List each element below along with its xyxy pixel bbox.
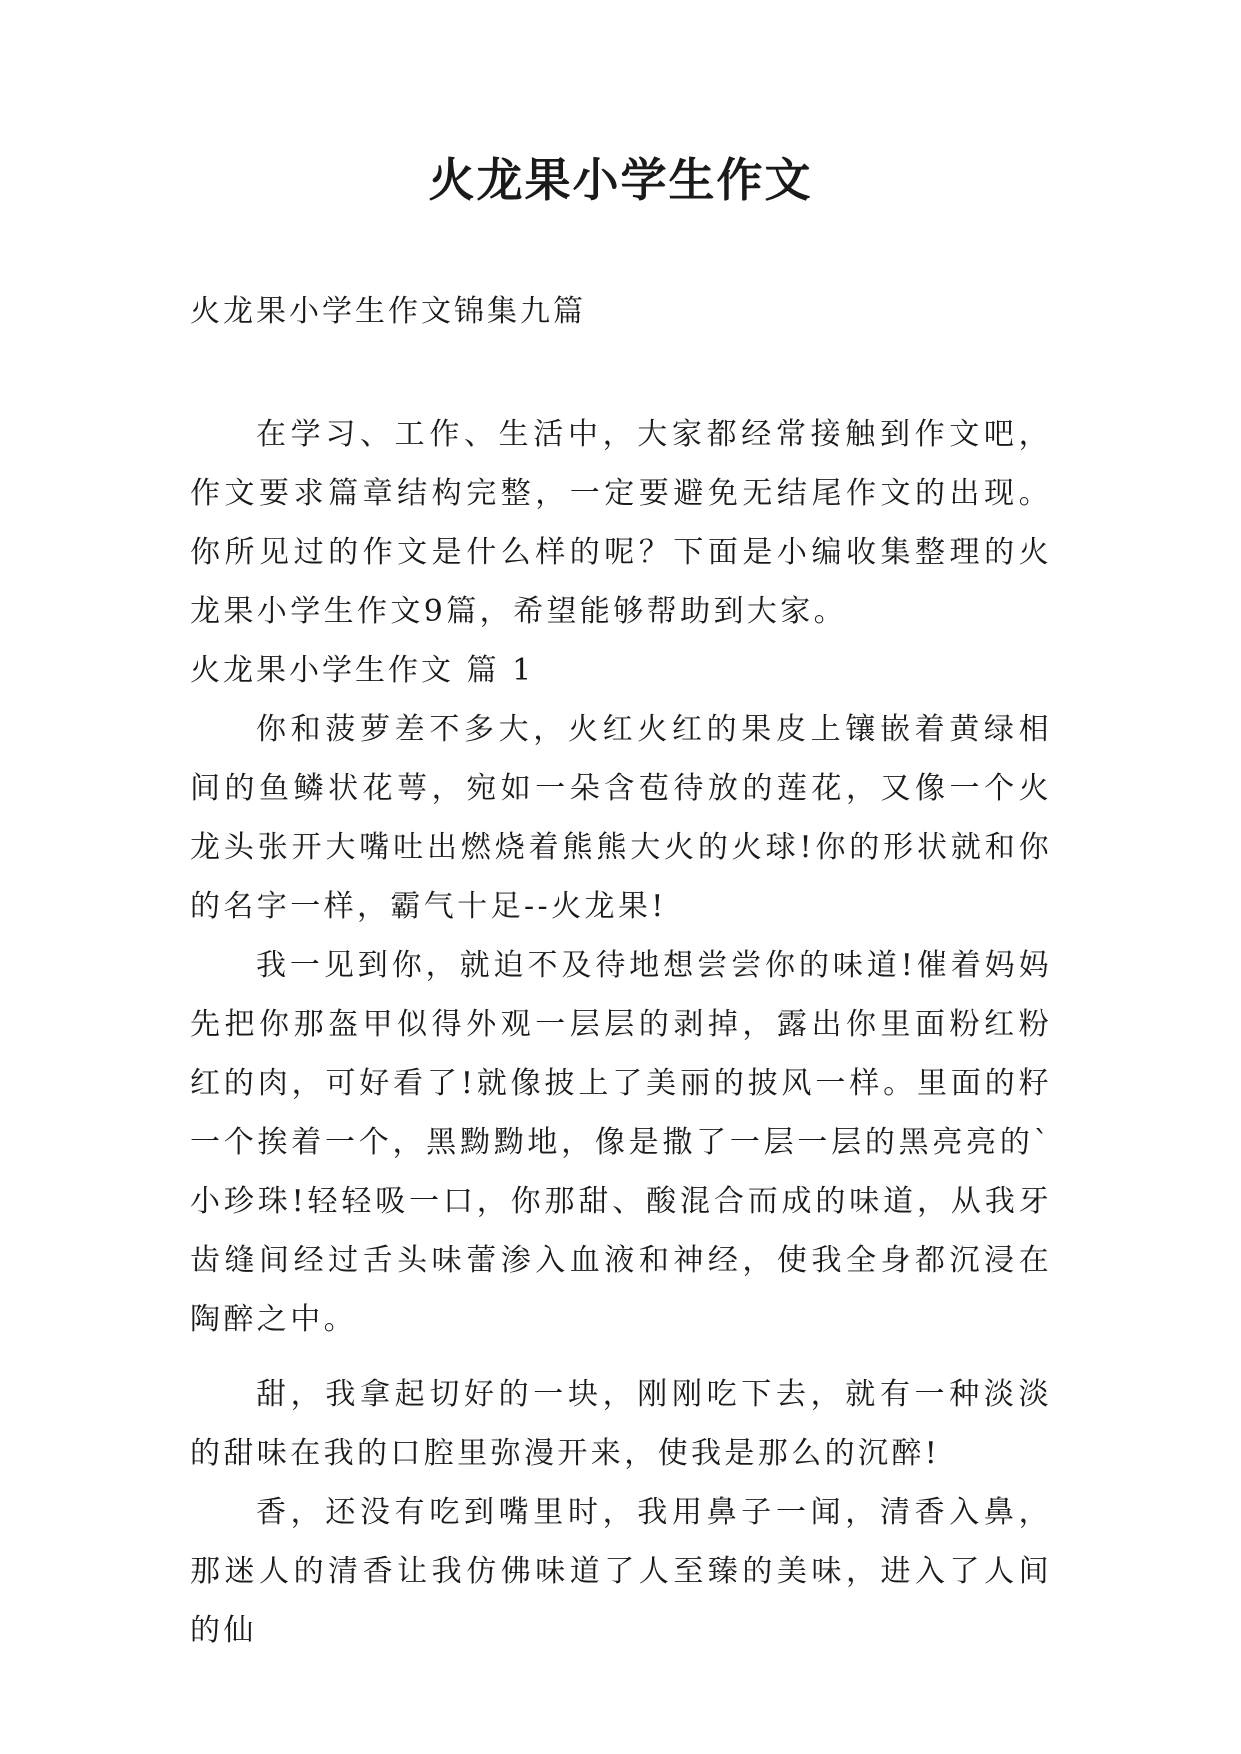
intro-paragraph: 在学习、工作、生活中，大家都经常接触到作文吧，作文要求篇章结构完整，一定要避免无结尾作文的出现。你所见过的作文是什么样的呢？下面是小编收集整理的火龙果小学生作文9篇，希望能够帮助到大家。 <box>190 417 1052 629</box>
body-paragraph: 我一见到你，就迫不及待地想尝尝你的味道!催着妈妈先把你那盔甲似得外观一层层的剥掉，露出你里面粉红粉红的肉，可好看了!就像披上了美丽的披风一样。里面的籽一个挨着一个，黑黝黝地，像是撒了一层一层的黑亮亮的`小珍珠!轻轻吸一口，你那甜、酸混合而成的味道，从我牙齿缝间经过舌头味蕾渗入血液和神经，使我全身都沉浸在陶醉之中。 <box>190 948 1052 1337</box>
body-paragraph: 甜，我拿起切好的一块，刚刚吃下去，就有一种淡淡的甜味在我的口腔里弥漫开来，使我是那么的沉醉! <box>190 1377 1052 1471</box>
document-body <box>190 405 1052 1660</box>
body-paragraph: 你和菠萝差不多大，火红火红的果皮上镶嵌着黄绿相间的鱼鳞状花萼，宛如一朵含苞待放的莲花，又像一个火龙头张开大嘴吐出燃烧着熊熊大火的火球!你的形状就和你的名字一样，霸气十足--火龙果! <box>190 712 1052 924</box>
document-subtitle: 火龙果小学生作文锦集九篇 <box>190 294 586 329</box>
body-paragraph: 香，还没有吃到嘴里时，我用鼻子一闻，清香入鼻，那迷人的清香让我仿佛味道了人至臻的美味，进入了人间的仙 <box>190 1495 1052 1648</box>
page-title: 火龙果小学生作文 <box>428 153 813 207</box>
section-heading: 火龙果小学生作文 篇 1 <box>190 653 535 688</box>
